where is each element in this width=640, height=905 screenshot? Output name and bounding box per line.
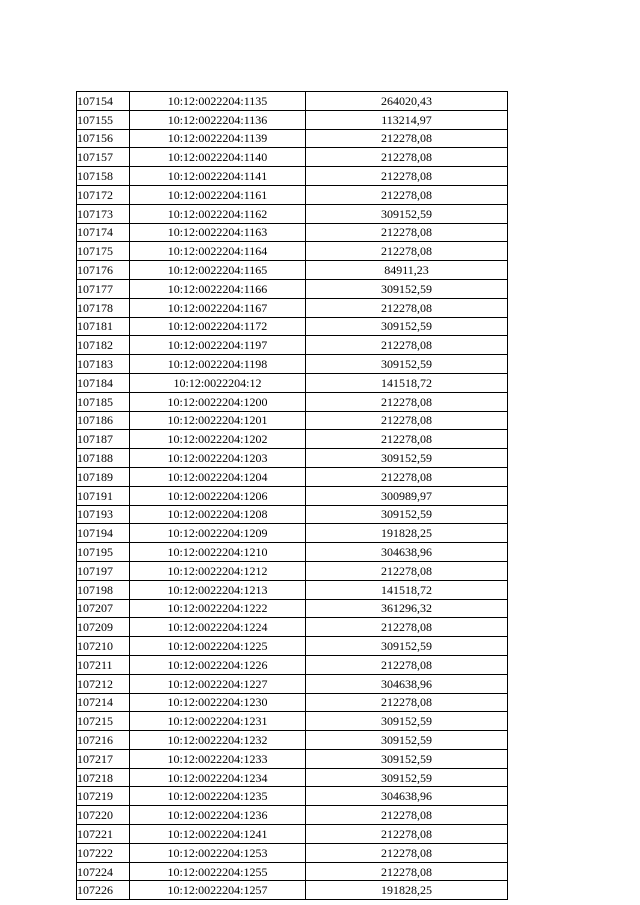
table-row — [77, 185, 508, 204]
cell-id: 107222 — [77, 843, 130, 862]
cell-cadastral-number: 10:12:0022204:1204 — [130, 467, 306, 486]
table-row — [77, 674, 508, 693]
cell-cadastral-number: 10:12:0022204:1198 — [130, 355, 306, 374]
cell-amount: 309152,59 — [306, 317, 508, 336]
cell-id: 107224 — [77, 862, 130, 881]
cell-amount: 212278,08 — [306, 825, 508, 844]
cell-amount: 212278,08 — [306, 862, 508, 881]
table-row — [77, 655, 508, 674]
cell-cadastral-number: 10:12:0022204:1141 — [130, 167, 306, 186]
cell-cadastral-number: 10:12:0022204:1210 — [130, 543, 306, 562]
cell-amount: 264020,43 — [306, 92, 508, 111]
table-row — [77, 843, 508, 862]
cell-id: 107210 — [77, 637, 130, 656]
cell-cadastral-number: 10:12:0022204:1165 — [130, 261, 306, 280]
data-table — [76, 91, 508, 900]
cell-cadastral-number: 10:12:0022204:1140 — [130, 148, 306, 167]
cell-id: 107177 — [77, 279, 130, 298]
cell-cadastral-number: 10:12:0022204:1236 — [130, 806, 306, 825]
cell-id: 107178 — [77, 298, 130, 317]
cell-cadastral-number: 10:12:0022204:1230 — [130, 693, 306, 712]
cell-amount: 212278,08 — [306, 129, 508, 148]
cell-amount: 309152,59 — [306, 279, 508, 298]
cell-cadastral-number: 10:12:0022204:1257 — [130, 881, 306, 900]
cell-id: 107191 — [77, 486, 130, 505]
cell-amount: 304638,96 — [306, 543, 508, 562]
cell-cadastral-number: 10:12:0022204:1253 — [130, 843, 306, 862]
table-row — [77, 467, 508, 486]
cell-cadastral-number: 10:12:0022204:1225 — [130, 637, 306, 656]
cell-amount: 309152,59 — [306, 355, 508, 374]
table-row — [77, 712, 508, 731]
table-row — [77, 599, 508, 618]
cell-amount: 212278,08 — [306, 336, 508, 355]
cell-id: 107197 — [77, 561, 130, 580]
cell-amount: 212278,08 — [306, 430, 508, 449]
cell-cadastral-number: 10:12:0022204:1167 — [130, 298, 306, 317]
cell-cadastral-number: 10:12:0022204:1135 — [130, 92, 306, 111]
cell-cadastral-number: 10:12:0022204:1208 — [130, 505, 306, 524]
cell-cadastral-number: 10:12:0022204:1139 — [130, 129, 306, 148]
table-row — [77, 336, 508, 355]
cell-id: 107211 — [77, 655, 130, 674]
table-row — [77, 92, 508, 111]
cell-amount: 141518,72 — [306, 580, 508, 599]
cell-amount: 300989,97 — [306, 486, 508, 505]
cell-id: 107174 — [77, 223, 130, 242]
cell-amount: 191828,25 — [306, 881, 508, 900]
cell-amount: 304638,96 — [306, 674, 508, 693]
cell-cadastral-number: 10:12:0022204:1233 — [130, 749, 306, 768]
cell-id: 107158 — [77, 167, 130, 186]
table-row — [77, 110, 508, 129]
cell-id: 107187 — [77, 430, 130, 449]
cell-cadastral-number: 10:12:0022204:1161 — [130, 185, 306, 204]
cell-cadastral-number: 10:12:0022204:1172 — [130, 317, 306, 336]
cell-amount: 309152,59 — [306, 637, 508, 656]
cell-id: 107188 — [77, 449, 130, 468]
cell-cadastral-number: 10:12:0022204:1235 — [130, 787, 306, 806]
cell-cadastral-number: 10:12:0022204:1162 — [130, 204, 306, 223]
cell-amount: 212278,08 — [306, 185, 508, 204]
cell-amount: 212278,08 — [306, 148, 508, 167]
cell-id: 107216 — [77, 731, 130, 750]
table-row — [77, 298, 508, 317]
table-row — [77, 261, 508, 280]
cell-amount: 309152,59 — [306, 712, 508, 731]
table-row — [77, 167, 508, 186]
cell-id: 107226 — [77, 881, 130, 900]
cell-cadastral-number: 10:12:0022204:1222 — [130, 599, 306, 618]
cell-amount: 212278,08 — [306, 467, 508, 486]
cell-amount: 309152,59 — [306, 731, 508, 750]
cell-amount: 304638,96 — [306, 787, 508, 806]
cell-cadastral-number: 10:12:0022204:1164 — [130, 242, 306, 261]
table-row — [77, 411, 508, 430]
cell-amount: 212278,08 — [306, 618, 508, 637]
cell-cadastral-number: 10:12:0022204:1213 — [130, 580, 306, 599]
cell-cadastral-number: 10:12:0022204:1202 — [130, 430, 306, 449]
cell-id: 107218 — [77, 768, 130, 787]
cell-cadastral-number: 10:12:0022204:1197 — [130, 336, 306, 355]
table-row — [77, 148, 508, 167]
cell-cadastral-number: 10:12:0022204:12 — [130, 373, 306, 392]
cell-amount: 113214,97 — [306, 110, 508, 129]
cell-amount: 309152,59 — [306, 204, 508, 223]
cell-cadastral-number: 10:12:0022204:1232 — [130, 731, 306, 750]
cell-id: 107183 — [77, 355, 130, 374]
cell-cadastral-number: 10:12:0022204:1136 — [130, 110, 306, 129]
cell-cadastral-number: 10:12:0022204:1227 — [130, 674, 306, 693]
cell-amount: 309152,59 — [306, 749, 508, 768]
table-row — [77, 806, 508, 825]
cell-id: 107176 — [77, 261, 130, 280]
cell-id: 107207 — [77, 599, 130, 618]
table-row — [77, 449, 508, 468]
cell-amount: 309152,59 — [306, 505, 508, 524]
table-row — [77, 580, 508, 599]
cell-amount: 309152,59 — [306, 768, 508, 787]
table-row — [77, 430, 508, 449]
cell-id: 107186 — [77, 411, 130, 430]
cell-amount: 212278,08 — [306, 392, 508, 411]
cell-id: 107175 — [77, 242, 130, 261]
table-row — [77, 561, 508, 580]
cell-amount: 212278,08 — [306, 806, 508, 825]
table-row — [77, 524, 508, 543]
table-row — [77, 204, 508, 223]
cell-cadastral-number: 10:12:0022204:1209 — [130, 524, 306, 543]
cell-id: 107194 — [77, 524, 130, 543]
cell-cadastral-number: 10:12:0022204:1163 — [130, 223, 306, 242]
cell-id: 107184 — [77, 373, 130, 392]
cell-amount: 212278,08 — [306, 298, 508, 317]
table-row — [77, 749, 508, 768]
table-row — [77, 862, 508, 881]
table-row — [77, 825, 508, 844]
cell-id: 107198 — [77, 580, 130, 599]
table-row — [77, 543, 508, 562]
cell-id: 107157 — [77, 148, 130, 167]
cell-id: 107185 — [77, 392, 130, 411]
cell-cadastral-number: 10:12:0022204:1226 — [130, 655, 306, 674]
cell-id: 107221 — [77, 825, 130, 844]
cell-amount: 212278,08 — [306, 843, 508, 862]
cell-id: 107173 — [77, 204, 130, 223]
table-row — [77, 129, 508, 148]
cell-cadastral-number: 10:12:0022204:1212 — [130, 561, 306, 580]
cell-cadastral-number: 10:12:0022204:1241 — [130, 825, 306, 844]
cell-id: 107220 — [77, 806, 130, 825]
cell-id: 107156 — [77, 129, 130, 148]
table-row — [77, 317, 508, 336]
cell-amount: 309152,59 — [306, 449, 508, 468]
table-row — [77, 242, 508, 261]
cell-amount: 212278,08 — [306, 167, 508, 186]
document-page — [76, 91, 508, 900]
table-body — [77, 92, 508, 900]
cell-cadastral-number: 10:12:0022204:1206 — [130, 486, 306, 505]
table-row — [77, 693, 508, 712]
table-row — [77, 279, 508, 298]
cell-cadastral-number: 10:12:0022204:1234 — [130, 768, 306, 787]
cell-id: 107193 — [77, 505, 130, 524]
table-row — [77, 505, 508, 524]
cell-amount: 212278,08 — [306, 242, 508, 261]
cell-amount: 361296,32 — [306, 599, 508, 618]
table-row — [77, 618, 508, 637]
cell-id: 107217 — [77, 749, 130, 768]
cell-amount: 212278,08 — [306, 561, 508, 580]
cell-id: 107181 — [77, 317, 130, 336]
cell-cadastral-number: 10:12:0022204:1166 — [130, 279, 306, 298]
cell-id: 107172 — [77, 185, 130, 204]
cell-id: 107215 — [77, 712, 130, 731]
cell-amount: 141518,72 — [306, 373, 508, 392]
table-row — [77, 768, 508, 787]
cell-id: 107219 — [77, 787, 130, 806]
cell-amount: 212278,08 — [306, 223, 508, 242]
table-row — [77, 223, 508, 242]
table-row — [77, 731, 508, 750]
cell-id: 107155 — [77, 110, 130, 129]
cell-id: 107212 — [77, 674, 130, 693]
table-row — [77, 486, 508, 505]
cell-amount: 212278,08 — [306, 655, 508, 674]
cell-amount: 191828,25 — [306, 524, 508, 543]
cell-id: 107209 — [77, 618, 130, 637]
cell-cadastral-number: 10:12:0022204:1201 — [130, 411, 306, 430]
table-row — [77, 392, 508, 411]
cell-cadastral-number: 10:12:0022204:1255 — [130, 862, 306, 881]
cell-id: 107195 — [77, 543, 130, 562]
cell-cadastral-number: 10:12:0022204:1203 — [130, 449, 306, 468]
table-row — [77, 355, 508, 374]
table-row — [77, 373, 508, 392]
cell-amount: 84911,23 — [306, 261, 508, 280]
cell-cadastral-number: 10:12:0022204:1200 — [130, 392, 306, 411]
cell-amount: 212278,08 — [306, 693, 508, 712]
cell-id: 107182 — [77, 336, 130, 355]
cell-cadastral-number: 10:12:0022204:1231 — [130, 712, 306, 731]
table-row — [77, 637, 508, 656]
cell-amount: 212278,08 — [306, 411, 508, 430]
table-row — [77, 787, 508, 806]
cell-id: 107214 — [77, 693, 130, 712]
cell-cadastral-number: 10:12:0022204:1224 — [130, 618, 306, 637]
cell-id: 107154 — [77, 92, 130, 111]
cell-id: 107189 — [77, 467, 130, 486]
table-row — [77, 881, 508, 900]
